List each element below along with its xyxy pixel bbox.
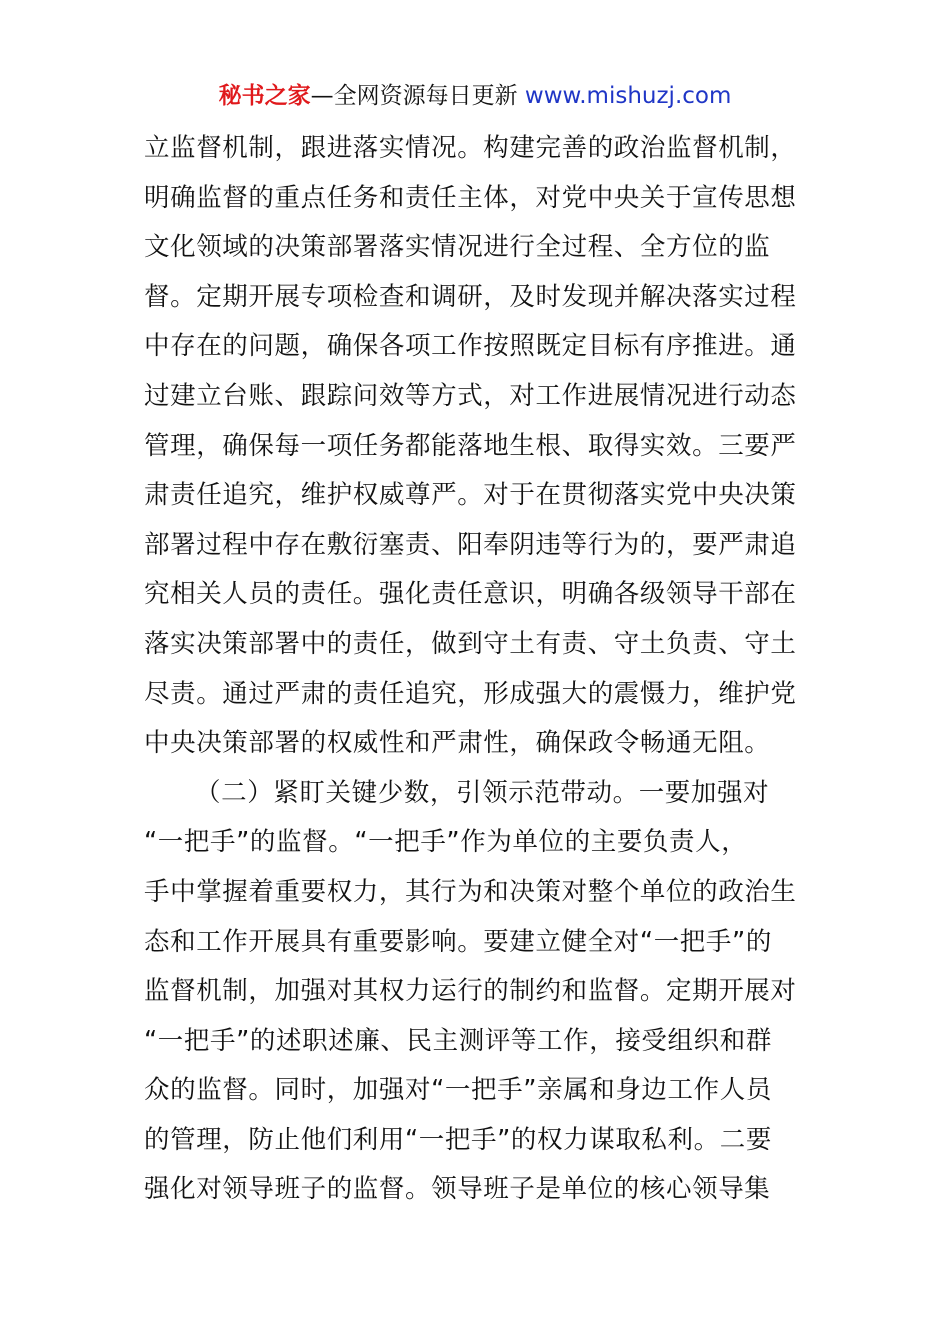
body-line: 强化对领导班子的监督。领导班子是单位的核心领导集 [144, 1174, 771, 1205]
body-line: 部署过程中存在敷衍塞责、阳奉阴违等行为的，要严肃追 [144, 529, 797, 560]
body-line: 监督机制，加强对其权力运行的制约和监督。定期开展对 [144, 976, 797, 1007]
page-header [0, 80, 950, 112]
body-line: 中央决策部署的权威性和严肃性，确保政令畅通无阻。 [144, 728, 771, 759]
body-line: “一把手”的述职述廉、民主测评等工作，接受组织和群 [144, 1025, 772, 1056]
body-line: 尽责。通过严肃的责任追究，形成强大的震慑力，维护党 [144, 678, 797, 709]
body-line: 众的监督。同时，加强对“一把手”亲属和身边工作人员 [144, 1075, 772, 1106]
body-line: 究相关人员的责任。强化责任意识，明确各级领导干部在 [144, 579, 797, 610]
body-line: 的管理，防止他们利用“一把手”的权力谋取私利。二要 [144, 1124, 772, 1155]
body-line: 过建立台账、跟踪问效等方式，对工作进展情况进行动态 [144, 380, 797, 411]
body-line: 中存在的问题，确保各项工作按照既定目标有序推进。通 [144, 331, 797, 362]
body-line: 明确监督的重点任务和责任主体，对党中央关于宣传思想 [144, 182, 797, 213]
body-line: 落实决策部署中的责任，做到守土有责、守土负责、守土 [144, 628, 797, 659]
site-slogan: —全网资源每日更新 [310, 83, 518, 109]
site-brand: 秘书之家 [218, 83, 311, 109]
site-url-link[interactable]: www.mishuzj.com [524, 83, 732, 109]
body-line: 文化领域的决策部署落实情况进行全过程、全方位的监 [144, 232, 771, 263]
section-heading-line: （二）紧盯关键少数，引领示范带动。一要加强对 [195, 777, 770, 808]
body-line: 立监督机制，跟进落实情况。构建完善的政治监督机制， [144, 133, 797, 163]
body-line: 督。定期开展专项检查和调研，及时发现并解决落实过程 [144, 281, 797, 312]
body-line: 态和工作开展具有重要影响。要建立健全对“一把手”的 [144, 926, 772, 957]
body-line: 肃责任追究，维护权威尊严。对于在贯彻落实党中央决策 [144, 480, 797, 511]
body-line: 管理，确保每一项任务都能落地生根、取得实效。三要严 [144, 430, 797, 461]
body-line: “一把手”的监督。“一把手”作为单位的主要负责人， [144, 827, 748, 858]
document-body [144, 124, 808, 1215]
body-line: 手中掌握着重要权力，其行为和决策对整个单位的政治生 [144, 876, 797, 907]
